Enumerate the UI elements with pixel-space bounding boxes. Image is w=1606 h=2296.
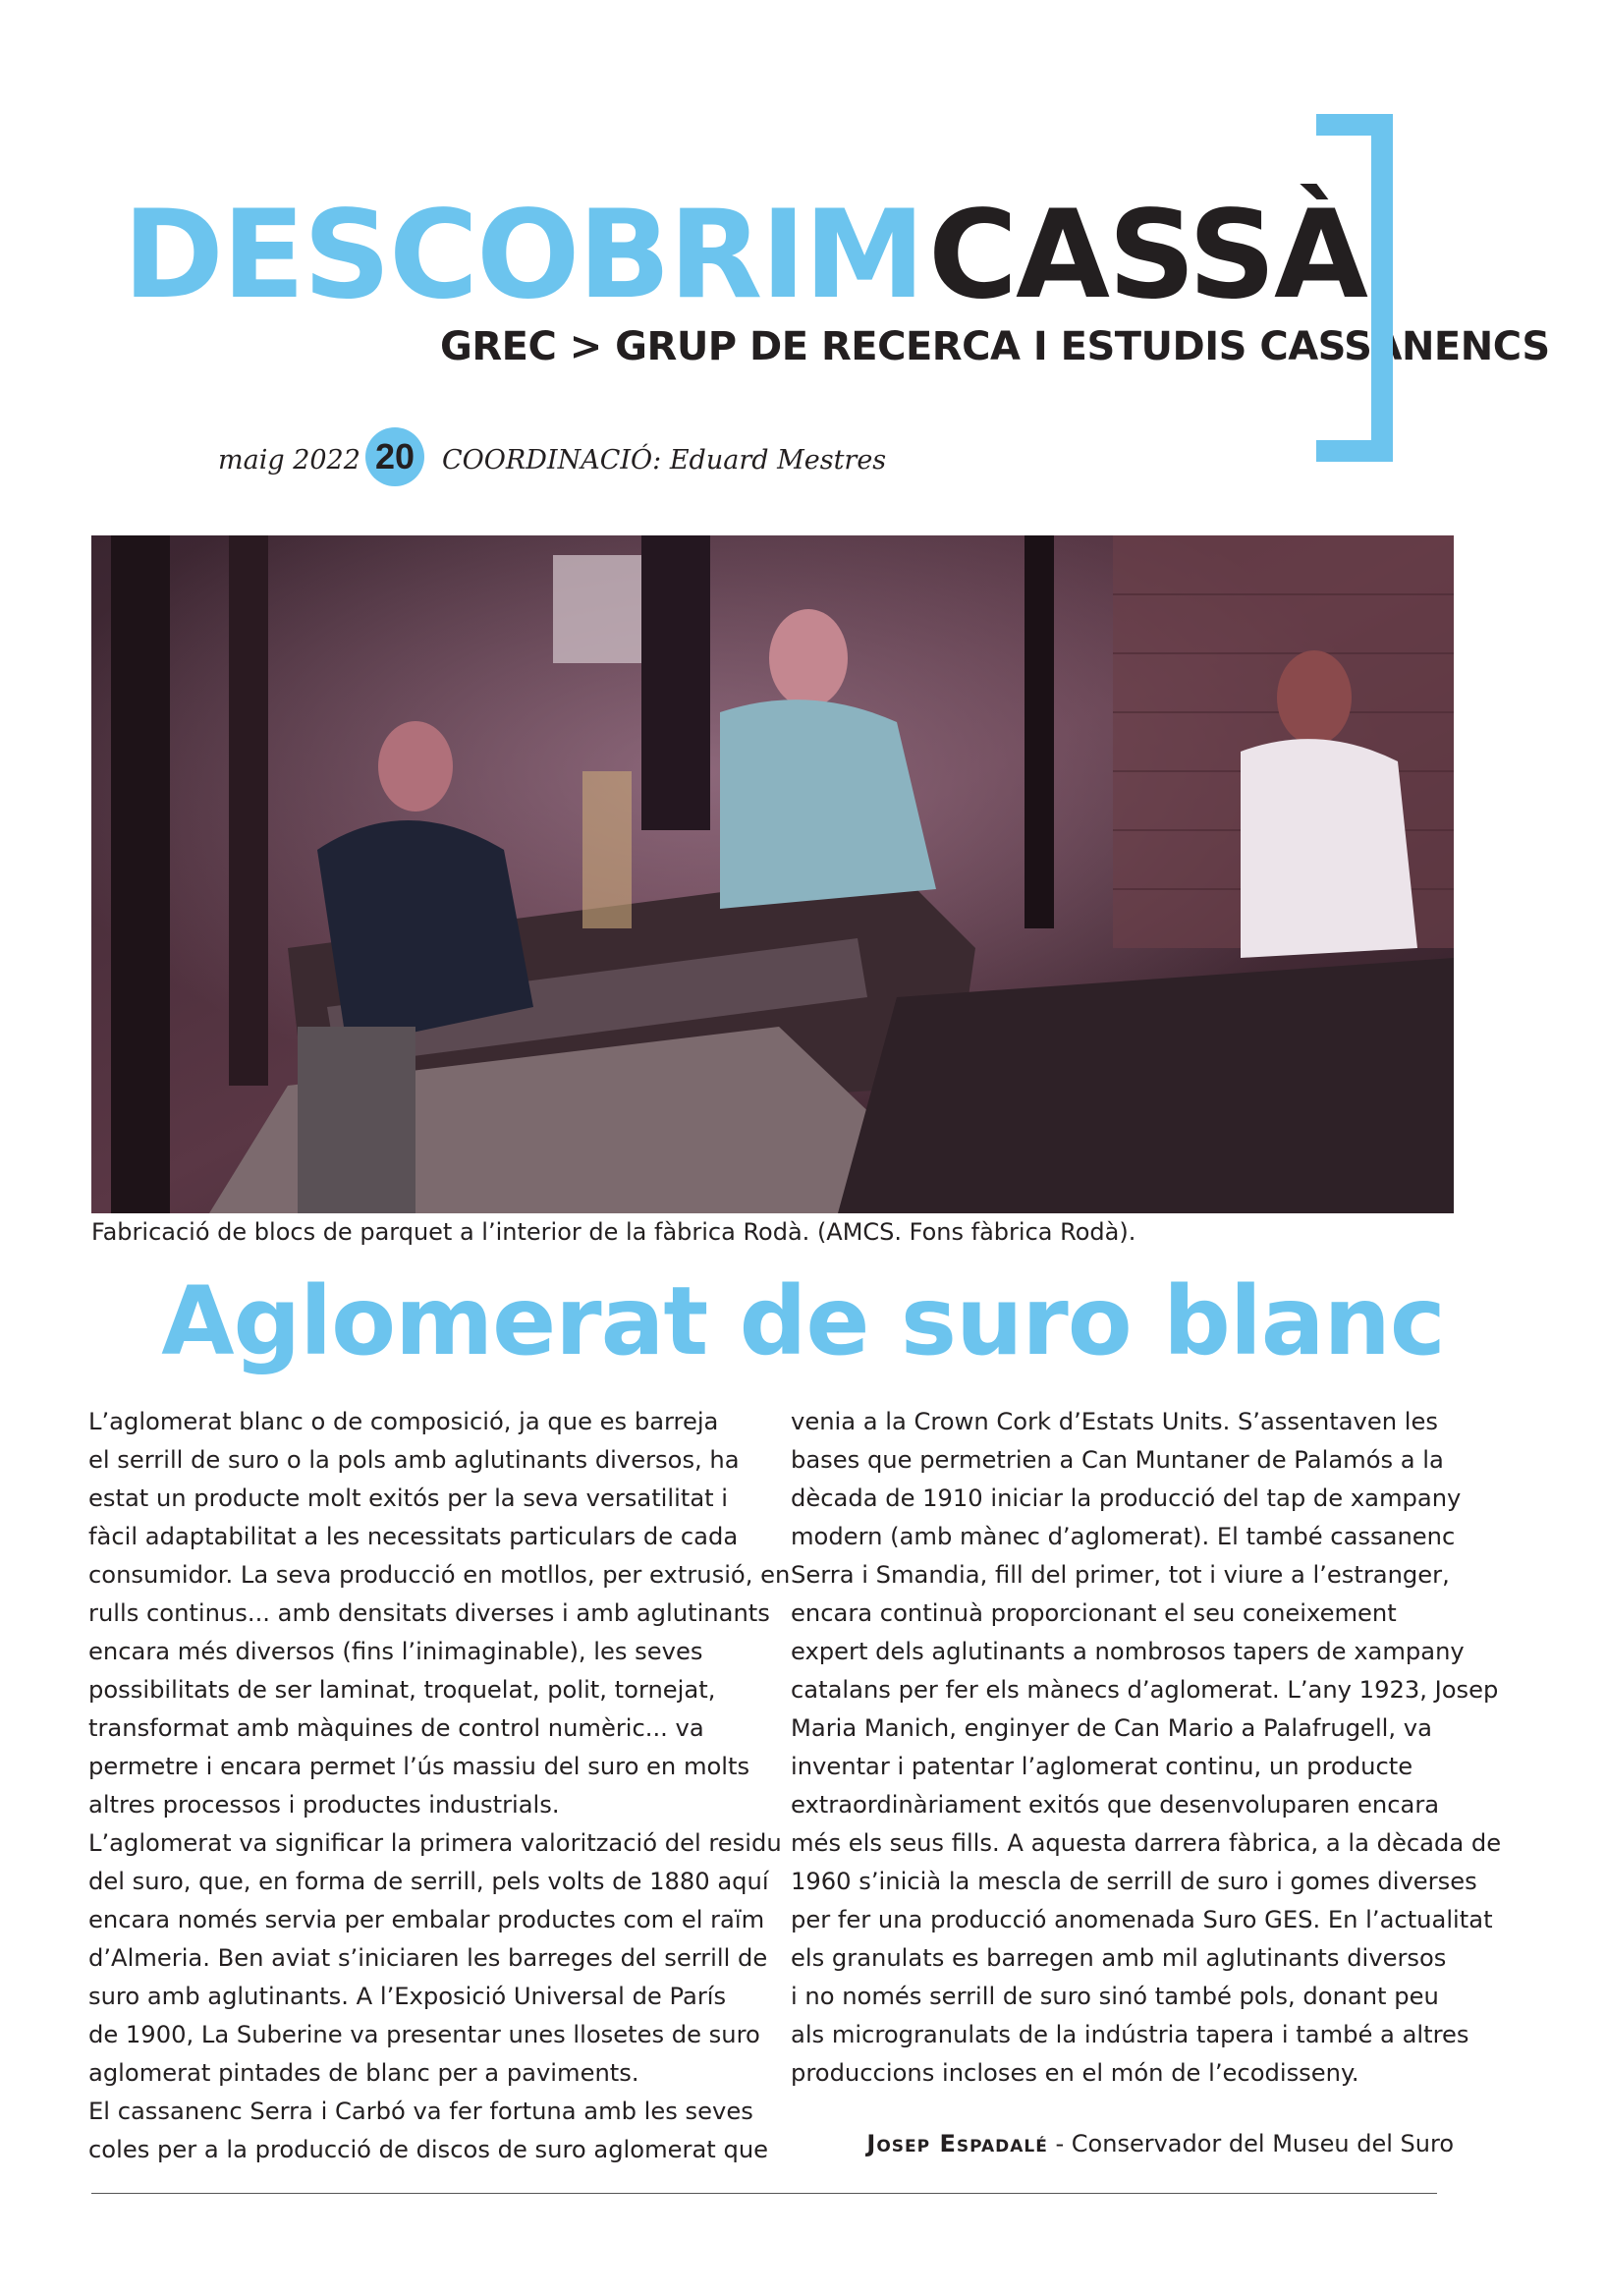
text-line: encara continuà proporcionant el seu coneixement	[791, 1599, 1397, 1627]
text-line: catalans per fer els mànecs d’aglomerat. L’any 1923, Josep	[791, 1676, 1499, 1704]
text-line: als microgranulats de la indústria tapera i també a altres	[791, 2021, 1469, 2048]
text-line: rulls continus... amb densitats diverses i amb aglutinants	[88, 1599, 770, 1627]
masthead-title	[123, 185, 1366, 326]
text-line: coles per a la producció de discos de suro aglomerat que	[88, 2136, 769, 2163]
text-line: aglomerat pintades de blanc per a paviments.	[88, 2059, 639, 2087]
text-line: venia a la Crown Cork d’Estats Units. S’assentaven les	[791, 1408, 1438, 1435]
factory-photo	[91, 535, 1454, 1213]
text-line: inventar i patentar l’aglomerat continu, un producte	[791, 1753, 1413, 1780]
text-line: d’Almeria. Ben aviat s’iniciaren les barreges del serrill de	[88, 1944, 768, 1972]
text-line: de 1900, La Suberine va presentar unes llosetes de suro	[88, 2021, 760, 2048]
text-line: encara més diversos (fins l’inimaginable), les seves	[88, 1638, 703, 1665]
text-line: modern (amb mànec d’aglomerat). El també cassanenc	[791, 1523, 1456, 1550]
text-line: del suro, que, en forma de serrill, pels volts de 1880 aquí	[88, 1868, 769, 1895]
text-line: dècada de 1910 iniciar la producció del tap de xampany	[791, 1484, 1462, 1512]
text-line: transformat amb màquines de control numèric... va	[88, 1714, 704, 1742]
issue-date: maig 2022	[218, 444, 360, 476]
text-line: extraordinàriament exitós que desenvoluparen encara	[791, 1791, 1440, 1819]
text-line: suro amb aglutinants. A l’Exposició Universal de París	[88, 1983, 727, 2010]
issue-number-badge: 20	[365, 427, 424, 486]
text-line: possibilitats de ser laminat, troquelat, polit, tornejat,	[88, 1676, 716, 1704]
text-line: permetre i encara permet l’ús massiu del suro en molts	[88, 1753, 750, 1780]
author-name: Josep Espadalé	[866, 2130, 1048, 2157]
text-line: per fer una producció anomenada Suro GES. En l’actualitat	[791, 1906, 1493, 1933]
footer-rule	[91, 2193, 1437, 2194]
text-line: i no només serrill de suro sinó també pols, donant peu	[791, 1983, 1439, 2010]
text-line: el serrill de suro o la pols amb aglutinants diversos, ha	[88, 1446, 740, 1474]
article-column-left	[88, 1403, 791, 2169]
coordination-credit: COORDINACIÓ: Eduard Mestres	[442, 444, 887, 476]
text-line: L’aglomerat blanc o de composició, ja que es barreja	[88, 1408, 719, 1435]
text-line: L’aglomerat va significar la primera valorització del residu	[88, 1829, 782, 1857]
masthead-subtitle: GREC > GRUP DE RECERCA I ESTUDIS CASSANENCS	[440, 324, 1550, 369]
text-line: produccions incloses en el món de l’ecodisseny.	[791, 2059, 1359, 2087]
text-line: expert dels aglutinants a nombrosos tapers de xampany	[791, 1638, 1465, 1665]
text-line: altres processos i productes industrials.	[88, 1791, 560, 1819]
text-line: estat un producte molt exitós per la seva versatilitat i	[88, 1484, 729, 1512]
title-cassa: CASSÀ	[927, 185, 1366, 326]
text-line: encara només servia per embalar productes com el raïm	[88, 1906, 765, 1933]
text-line: 1960 s’inicià la mescla de serrill de suro i gomes diverses	[791, 1868, 1477, 1895]
author-role: - Conservador del Museu del Suro	[1047, 2130, 1454, 2157]
article-headline: Aglomerat de suro blanc	[161, 1266, 1445, 1376]
text-line: els granulats es barregen amb mil aglutinants diversos	[791, 1944, 1447, 1972]
text-line: El cassanenc Serra i Carbó va fer fortuna amb les seves	[88, 2098, 753, 2125]
title-descobrim: DESCOBRIM	[123, 185, 923, 326]
article-column-right	[791, 1403, 1502, 2093]
text-line: Maria Manich, enginyer de Can Mario a Palafrugell, va	[791, 1714, 1432, 1742]
author-byline	[866, 2130, 1454, 2157]
text-line: més els seus fills. A aquesta darrera fàbrica, a la dècada de	[791, 1829, 1502, 1857]
text-line: bases que permetrien a Can Muntaner de Palamós a la	[791, 1446, 1444, 1474]
masthead-bracket	[1316, 114, 1393, 462]
text-line: consumidor. La seva producció en motllos, per extrusió, en	[88, 1561, 791, 1589]
photo-caption: Fabricació de blocs de parquet a l’interior de la fàbrica Rodà. (AMCS. Fons fàbrica Rodà).	[91, 1218, 1136, 1246]
text-line: fàcil adaptabilitat a les necessitats particulars de cada	[88, 1523, 739, 1550]
text-line: Serra i Smandia, fill del primer, tot i viure a l’estranger,	[791, 1561, 1450, 1589]
